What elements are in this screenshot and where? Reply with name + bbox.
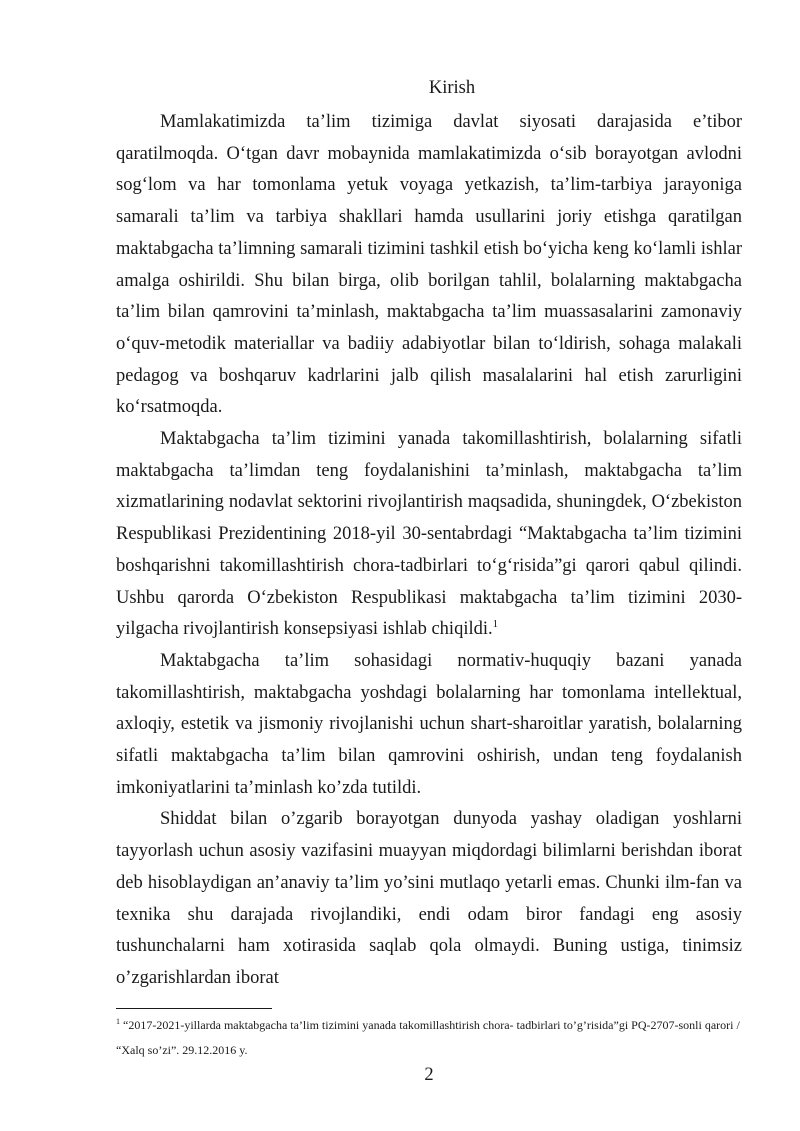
paragraph-3 (116, 646, 742, 805)
paragraph-4 (116, 804, 742, 994)
footnote (116, 1013, 742, 1063)
paragraph-1-text: Mamlakatimizda ta’lim tizimiga davlat siyosati darajasida e’tibor qaratilmoqda. O‘tgan davr mobaynida mamlakatimizda o‘sib borayotgan avlodni sog‘lom va har tomonlama yetuk voyaga yetkazish, ta’lim-tarbiya jarayoniga samarali ta’lim va tarbiya shakllari hamda usullarini joriy etishga qaratilgan maktabgacha ta’limning samarali tizimini tashkil etish bo‘yicha keng ko‘lamli ishlar amalga oshirildi. Shu bilan birga, olib borilgan tahlil, bolalarning maktabgacha ta’lim bilan qamrovini ta’minlash, maktabgacha ta’lim muassasalarini zamonaviy o‘quv-metodik materiallar va badiiy adabiyotlar bilan to‘ldirish, sohaga malakali pedagog va boshqaruv kadrlarini jalb qilish masalalarini hal etish zarurligini ko‘rsatmoqda. (116, 112, 742, 418)
footnote-text: “2017-2021-yillarda maktabgacha ta’lim tizimini yanada takomillashtirish chora- tadbirlari to’g’risida”gi PQ-2707-sonli qarori / “Xalq so’zi”. 29.12.2016 y. (116, 1018, 740, 1057)
body-text (116, 107, 742, 995)
page-number: 2 (424, 1065, 434, 1085)
paragraph-4-text: Shiddat bilan o’zgarib borayotgan dunyoda yashay oladigan yoshlarni tayyorlash uchun asosiy vazifasini muayyan miqdordagi bilimlarni berishdan iborat deb hisoblaydigan an’anaviy ta’lim yo’sini mutlaqo yetarli emas. Chunki ilm-fan va texnika shu darajada rivojlandiki, endi odam biror fandagi eng asosiy tushunchalarni ham xotirasida saqlab qola olmaydi. Buning ustiga, tinimsiz o’zgarishlardan iborat (116, 809, 742, 988)
paragraph-2-text: Maktabgacha ta’lim tizimini yanada takomillashtirish, bolalarning sifatli maktabgacha ta’limdan teng foydalanishini ta’minlash, maktabgacha ta’lim xizmatlarining nodavlat sektorini rivojlantirish maqsadida, shuningdek, O‘zbekiston Respublikasi Prezidentining 2018-yil 30-sentabrdagi “Maktabgacha ta’lim tizimini boshqarishni takomillashtirish chora-tadbirlari to‘g‘risida”gi qarori qabul qilindi. Ushbu qarorda O‘zbekiston Respublikasi maktabgacha ta’lim tizimini 2030-yilgacha rivojlantirish konsepsiyasi ishlab chiqildi. (116, 429, 742, 640)
footnote-reference: 1 (492, 618, 499, 631)
section-title: Kirish (428, 78, 476, 98)
paragraph-2 (116, 424, 742, 646)
paragraph-3-text: Maktabgacha ta’lim sohasidagi normativ-huquqiy bazani yanada takomillashtirish, maktabgacha yoshdagi bolalarning har tomonlama intellektual, axloqiy, estetik va jismoniy rivojlanishi uchun shart-sharoitlar yaratish, bolalarning sifatli maktabgacha ta’lim bilan qamrovini oshirish, undan teng foydalanish imkoniyatlarini ta’minlash ko’zda tutildi. (116, 650, 742, 798)
footnote-separator (116, 1008, 272, 1009)
paragraph-1 (116, 107, 742, 424)
footnote-marker: 1 (116, 1017, 120, 1026)
